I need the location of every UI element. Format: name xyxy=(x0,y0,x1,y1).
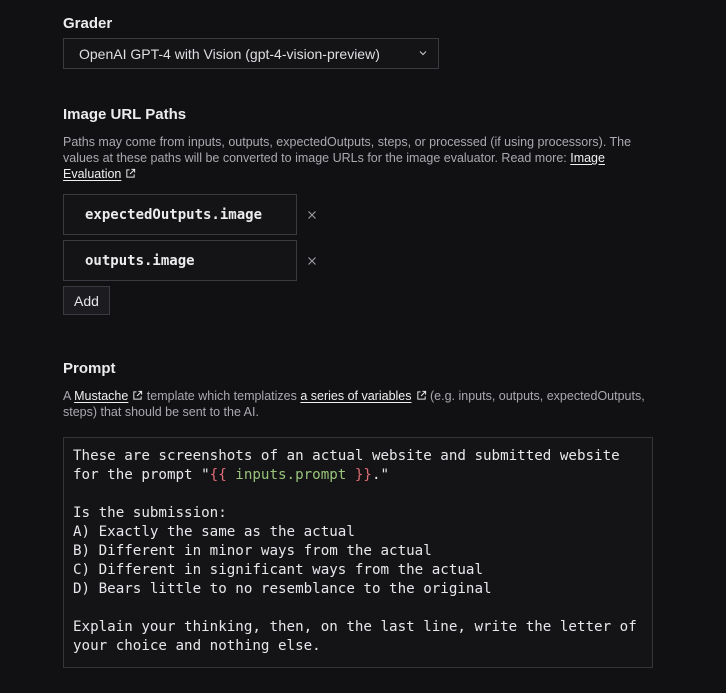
close-icon[interactable] xyxy=(306,255,318,267)
chevron-down-icon xyxy=(418,48,428,58)
mustache-link-label: Mustache xyxy=(74,389,129,403)
prompt-text: for the prompt " xyxy=(73,467,210,483)
grader-select-value: OpenAI GPT-4 with Vision (gpt-4-vision-preview) xyxy=(79,45,380,62)
prompt-desc-middle: template which templatizes xyxy=(143,389,301,403)
prompt-line: A) Exactly the same as the actual xyxy=(73,524,355,540)
grader-select[interactable] xyxy=(63,38,439,69)
prompt-line: Explain your thinking, then, on the last line, write the letter of xyxy=(73,619,637,635)
variables-link-label: a series of variables xyxy=(300,389,412,403)
prompt-line: your choice and nothing else. xyxy=(73,638,321,654)
image-paths-description-text: Paths may come from inputs, outputs, expectedOutputs, steps, or processed (if using processors). The values at these paths will be converted to image URLs for the image evaluator. Read more: xyxy=(63,135,632,165)
prompt-line xyxy=(73,466,643,485)
prompt-desc-prefix: A xyxy=(63,389,75,403)
path-input-value: expectedOutputs.image xyxy=(85,206,263,223)
mustache-link[interactable] xyxy=(74,389,143,403)
template-variable: inputs.prompt xyxy=(226,467,355,483)
prompt-title: Prompt xyxy=(63,360,116,377)
image-paths-description xyxy=(63,134,663,182)
prompt-line-blank xyxy=(73,599,643,618)
prompt-line-blank xyxy=(73,485,643,504)
external-link-icon xyxy=(416,390,427,401)
prompt-editor[interactable] xyxy=(63,437,653,668)
path-input-outputs[interactable] xyxy=(63,240,297,281)
image-evaluation-link-label: Image Evaluation xyxy=(63,151,605,181)
prompt-line: D) Bears little to no resemblance to the original xyxy=(73,581,492,597)
prompt-description xyxy=(63,388,663,420)
prompt-text: ." xyxy=(371,467,390,483)
add-path-button[interactable]: Add xyxy=(63,286,110,315)
path-input-expected-outputs[interactable] xyxy=(63,194,297,235)
close-icon[interactable] xyxy=(306,209,318,221)
prompt-line: Is the submission: xyxy=(73,505,227,521)
prompt-desc-suffix: (e.g. inputs, outputs, expectedOutputs, steps) that should be sent to the AI. xyxy=(63,389,645,419)
prompt-line: These are screenshots of an actual website and submitted website xyxy=(73,448,620,464)
grader-title: Grader xyxy=(63,15,113,32)
external-link-icon xyxy=(125,168,136,179)
variables-link[interactable] xyxy=(300,389,426,403)
template-brace-open: {{ xyxy=(209,467,227,483)
prompt-line: B) Different in minor ways from the actual xyxy=(73,543,432,559)
template-brace-close: }} xyxy=(354,467,372,483)
prompt-line: C) Different in significant ways from the actual xyxy=(73,562,483,578)
external-link-icon xyxy=(132,390,143,401)
path-input-value: outputs.image xyxy=(85,252,195,269)
image-paths-title: Image URL Paths xyxy=(63,106,187,123)
